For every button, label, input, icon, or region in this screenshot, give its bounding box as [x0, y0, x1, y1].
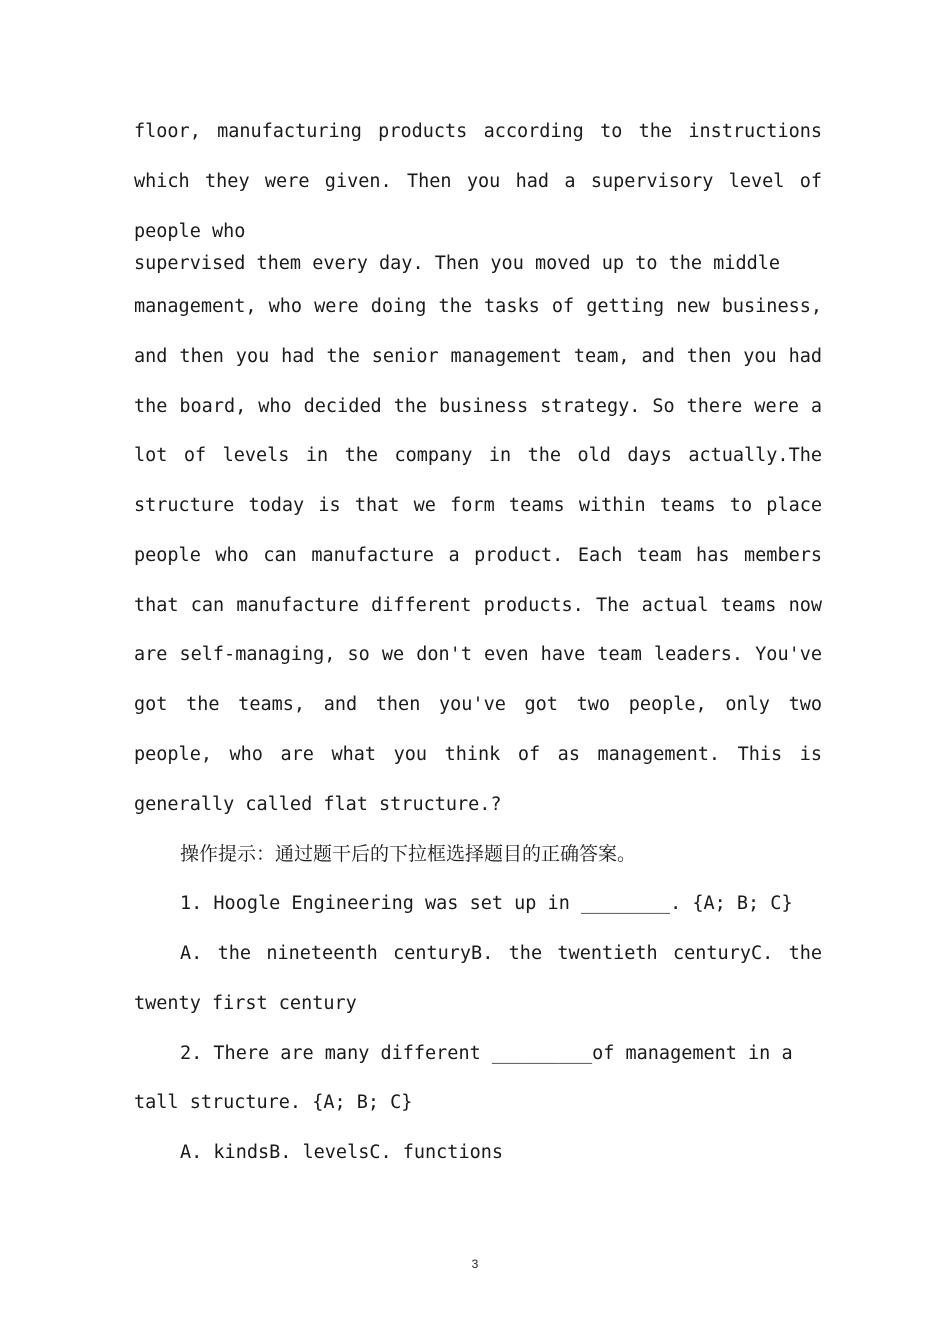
question-1-stem: 1. Hoogle Engineering was set up in ________. {A; B; C} — [180, 893, 793, 914]
passage-line: which they were given. Then you had a supervisory level of — [134, 171, 822, 192]
passage-line: people who — [134, 221, 246, 242]
passage-line: people who can manufacture a product. Each team has members — [134, 545, 822, 566]
operation-hint: 操作提示：通过题干后的下拉框选择题目的正确答案。 — [180, 843, 637, 865]
passage-line: and then you had the senior management team, and then you had — [134, 346, 822, 367]
passage-line: supervised them every day. Then you moved up to the middle — [134, 253, 781, 274]
passage-line: structure today is that we form teams within teams to place — [134, 495, 822, 516]
passage-line: management, who were doing the tasks of getting new business, — [134, 296, 822, 317]
question-1-options-cont: twenty first century — [134, 993, 357, 1014]
page-number: 3 — [471, 1257, 479, 1271]
passage-line: the board, who decided the business strategy. So there were a — [134, 396, 822, 417]
question-1-options: A. the nineteenth centuryB. the twentieth centuryC. the — [180, 943, 822, 964]
passage-line: are self-managing, so we don't even have team leaders. You've — [134, 644, 822, 665]
question-2-options: A. kindsB. levelsC. functions — [180, 1142, 504, 1163]
passage-line: floor, manufacturing products according to the instructions — [134, 121, 822, 142]
passage-line: that can manufacture different products. The actual teams now — [134, 595, 822, 616]
passage-line: got the teams, and then you've got two people, only two — [134, 694, 822, 715]
question-2-stem-cont: tall structure. {A; B; C} — [134, 1092, 413, 1113]
question-2-stem: 2. There are many different _________of management in a — [180, 1043, 793, 1064]
passage-line: lot of levels in the company in the old days actually.The — [134, 445, 822, 466]
passage-line: people, who are what you think of as management. This is — [134, 744, 822, 765]
passage-line: generally called flat structure.? — [134, 794, 502, 815]
